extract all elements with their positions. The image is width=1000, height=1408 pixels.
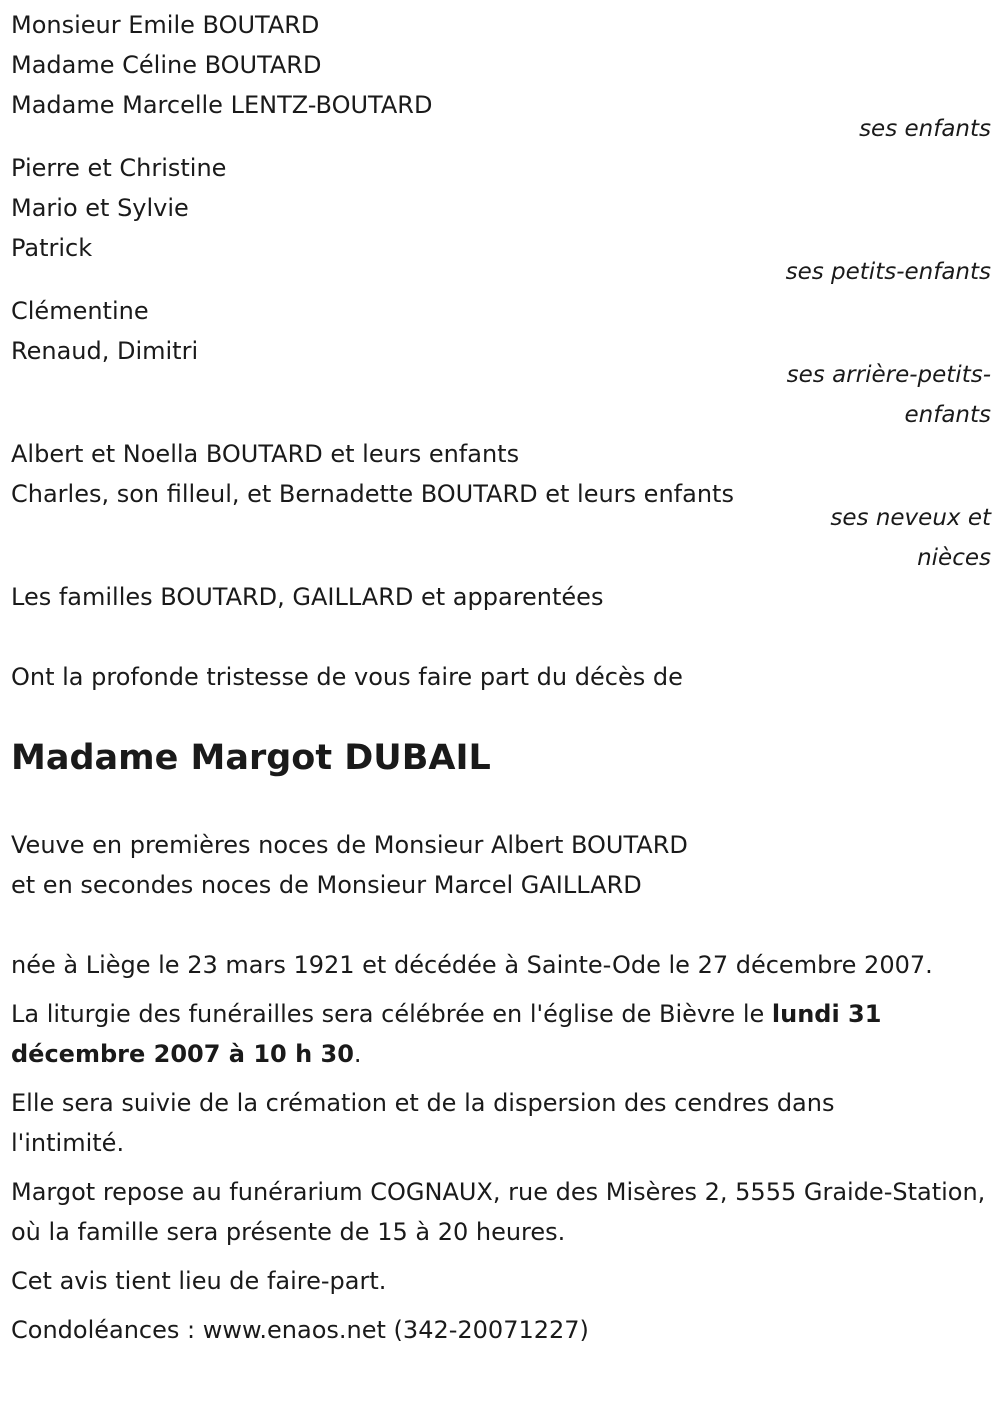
liturgy-date: lundi 31 décembre 2007 à 10 h 30 — [11, 1000, 882, 1068]
announcement-line: Ont la profonde tristesse de vous faire part du décès de — [11, 663, 683, 691]
great-grandchild-name: Clémentine — [11, 297, 149, 325]
children-role: ses enfants — [859, 116, 991, 142]
widow-line: Veuve en premières noces de Monsieur Albert BOUTARD — [11, 831, 688, 859]
nephews-role: ses neveux et — [830, 505, 991, 531]
birth-death: née à Liège le 23 mars 1921 et décédée à Sainte-Ode le 27 décembre 2007. — [11, 951, 933, 979]
condolences: Condoléances : www.enaos.net (342-20071227) — [11, 1316, 589, 1344]
liturgy-prefix: La liturgie des funérailles sera célébrée en l'église de Bièvre le — [11, 1000, 772, 1028]
child-name: Madame Céline BOUTARD — [11, 51, 322, 79]
grandchildren-role: ses petits-enfants — [785, 259, 991, 285]
grandchild-name: Mario et Sylvie — [11, 194, 189, 222]
great-grandchild-name: Renaud, Dimitri — [11, 337, 199, 365]
great-grandchildren-role: ses arrière-petits- — [786, 362, 991, 388]
cremation: Elle sera suivie de la crémation et de la dispersion des cendres dans l'intimité. — [11, 1089, 835, 1157]
grandchild-name: Pierre et Christine — [11, 154, 227, 182]
funeral-home: Margot repose au funérarium COGNAUX, rue des Misères 2, 5555 Graide-Station, où la famille sera présente de 15 à 20 heures. — [11, 1178, 986, 1246]
widow-line: et en secondes noces de Monsieur Marcel GAILLARD — [11, 871, 642, 899]
widow-section — [11, 825, 991, 905]
child-name: Madame Marcelle LENTZ-BOUTARD — [11, 91, 433, 119]
liturgy — [11, 994, 946, 1074]
notice: Cet avis tient lieu de faire-part. — [11, 1267, 387, 1295]
great-grandchildren-role-cont: enfants — [904, 402, 991, 428]
child-name: Monsieur Emile BOUTARD — [11, 11, 320, 39]
children-section — [11, 5, 991, 125]
deceased-name: Madame Margot DUBAIL — [11, 738, 491, 778]
grandchildren-section — [11, 148, 991, 268]
grandchild-name: Patrick — [11, 234, 93, 262]
families-line: Les familles BOUTARD, GAILLARD et apparentées — [11, 583, 604, 611]
nephew-name: Albert et Noella BOUTARD et leurs enfants — [11, 440, 520, 468]
liturgy-suffix: . — [353, 1040, 362, 1068]
details-section — [11, 945, 986, 1350]
nephews-role-cont: nièces — [917, 545, 991, 571]
nephew-name: Charles, son filleul, et Bernadette BOUTARD et leurs enfants — [11, 480, 734, 508]
